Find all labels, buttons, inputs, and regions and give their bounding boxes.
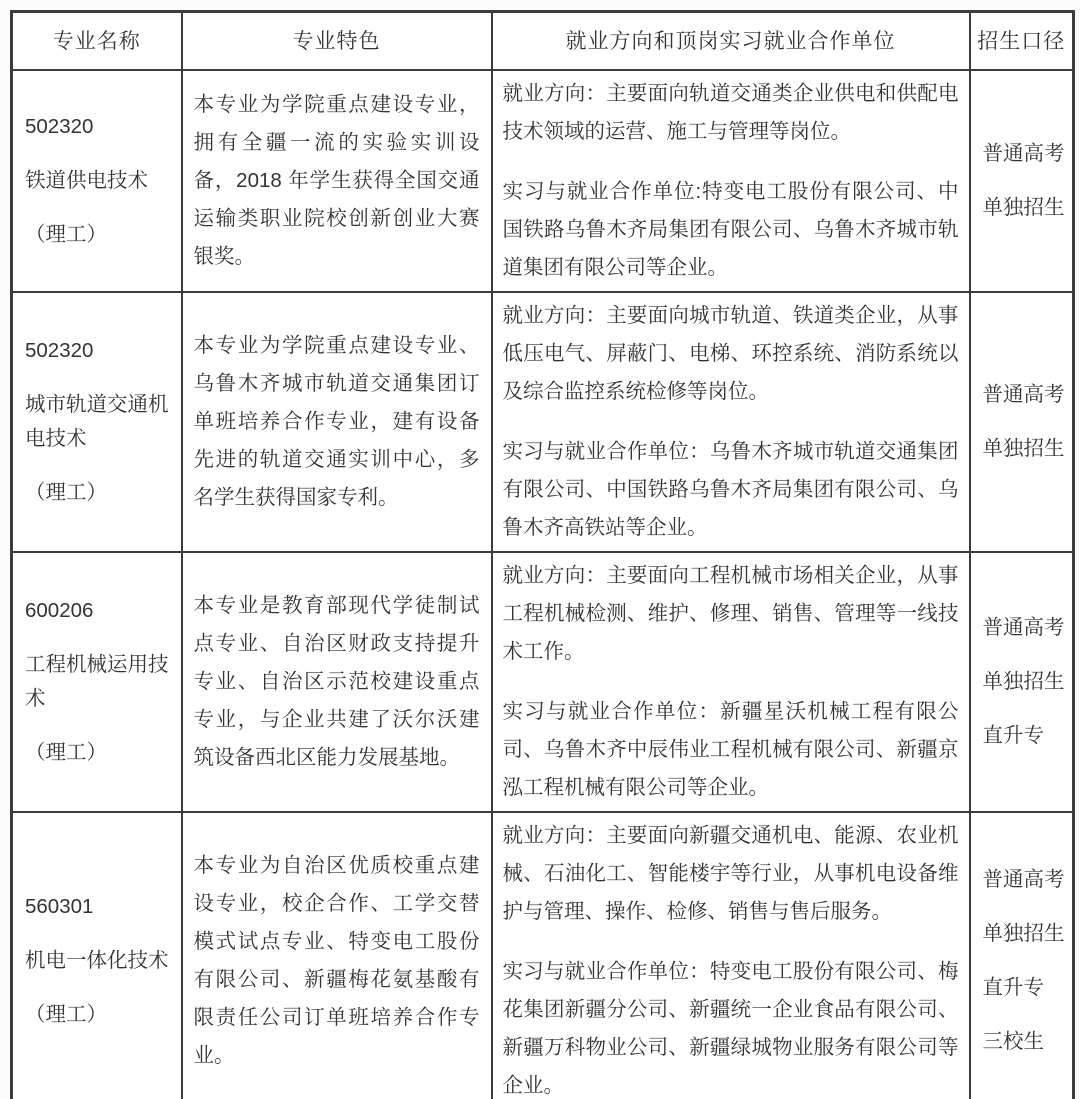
employment-direction: 就业方向：主要面向新疆交通机电、能源、农业机械、石油化工、智能楼宇等行业，从事机电设备维护与管理、操作、检修、销售与售后服务。 [502, 823, 959, 923]
major-features-text: 本专业为学院重点建设专业，拥有全疆一流的实验实训设备，2018 年学生获得全国交通运输类职业院校创新创业大赛银奖。 [193, 92, 480, 268]
admission-item: 直升专 [982, 975, 1044, 999]
table-row [12, 70, 1074, 292]
table-row [12, 552, 1074, 812]
employment-cell [492, 292, 970, 552]
admission-cell [970, 70, 1074, 292]
major-features-text: 本专业是教育部现代学徒制试点专业、自治区财政支持提升专业、自治区示范校建设重点专业，与企业共建了沃尔沃建筑设备西北区能力发展基地。 [193, 593, 480, 769]
major-category: （理工） [25, 1002, 107, 1026]
admission-cell [970, 292, 1074, 552]
employment-direction: 就业方向：主要面向城市轨道、铁道类企业，从事低压电气、屏蔽门、电梯、环控系统、消防系统以及综合监控系统检修等岗位。 [502, 303, 959, 403]
cooperation-units: 实习与就业合作单位：新疆星沃机械工程有限公司、乌鲁木齐中辰伟业工程机械有限公司、新疆京泓工程机械有限公司等企业。 [502, 699, 959, 799]
employment-direction: 就业方向：主要面向轨道交通类企业供电和供配电技术领域的运营、施工与管理等岗位。 [502, 81, 959, 143]
employment-direction: 就业方向：主要面向工程机械市场相关企业，从事工程机械检测、维护、修理、销售、管理等一线技术工作。 [502, 563, 959, 663]
admission-cell [970, 812, 1074, 1099]
majors-table [10, 10, 1075, 1099]
major-name-cell [12, 812, 182, 1099]
admission-item: 单独招生 [982, 669, 1065, 693]
cooperation-units: 实习与就业合作单位:特变电工股份有限公司、中国铁路乌鲁木齐局集团有限公司、乌鲁木齐城市轨道集团有限公司等企业。 [502, 179, 959, 279]
admission-item: 单独招生 [982, 436, 1065, 460]
major-code: 560301 [25, 894, 94, 918]
major-features-text: 本专业为学院重点建设专业、乌鲁木齐城市轨道交通集团订单班培养合作专业，建有设备先进的轨道交通实训中心，多名学生获得国家专利。 [193, 333, 480, 509]
admission-item: 单独招生 [982, 195, 1065, 219]
admission-item: 单独招生 [982, 921, 1065, 945]
employment-cell [492, 552, 970, 812]
major-features-cell [182, 292, 492, 552]
table-row [12, 812, 1074, 1099]
employment-cell [492, 70, 970, 292]
major-category: （理工） [25, 222, 107, 246]
admission-item: 三校生 [982, 1029, 1044, 1053]
admission-item: 普通高考 [982, 615, 1065, 639]
cooperation-units: 实习与就业合作单位：乌鲁木齐城市轨道交通集团有限公司、中国铁路乌鲁木齐局集团有限公司、乌鲁木齐高铁站等企业。 [502, 439, 959, 539]
header-employment: 就业方向和顶岗实习就业合作单位 [492, 12, 970, 70]
header-admission-scope: 招生口径 [970, 12, 1074, 70]
major-name-cell [12, 70, 182, 292]
major-code: 502320 [25, 338, 94, 362]
major-name: 城市轨道交通机电技术 [25, 392, 169, 450]
major-name-cell [12, 292, 182, 552]
major-features-cell [182, 70, 492, 292]
admission-cell [970, 552, 1074, 812]
major-code: 600206 [25, 598, 94, 622]
header-row [12, 12, 1074, 70]
admission-item: 直升专 [982, 723, 1044, 747]
major-category: （理工） [25, 740, 107, 764]
cooperation-units: 实习与就业合作单位：特变电工股份有限公司、梅花集团新疆分公司、新疆统一企业食品有限公司、新疆万科物业公司、新疆绿城物业服务有限公司等企业。 [502, 959, 959, 1097]
major-features-cell [182, 552, 492, 812]
major-features-cell [182, 812, 492, 1099]
admission-item: 普通高考 [982, 867, 1065, 891]
employment-cell [492, 812, 970, 1099]
major-name: 机电一体化技术 [25, 948, 169, 972]
admission-item: 普通高考 [982, 141, 1065, 165]
admission-item: 普通高考 [982, 382, 1065, 406]
major-code: 502320 [25, 114, 94, 138]
major-features-text: 本专业为自治区优质校重点建设专业，校企合作、工学交替模式试点专业、特变电工股份有限公司、新疆梅花氨基酸有限责任公司订单班培养合作专业。 [193, 853, 480, 1067]
major-name: 铁道供电技术 [25, 168, 148, 192]
major-name: 工程机械运用技术 [25, 652, 169, 710]
major-category: （理工） [25, 480, 107, 504]
table-row [12, 292, 1074, 552]
header-major-features: 专业特色 [182, 12, 492, 70]
major-name-cell [12, 552, 182, 812]
header-major-name: 专业名称 [12, 12, 182, 70]
